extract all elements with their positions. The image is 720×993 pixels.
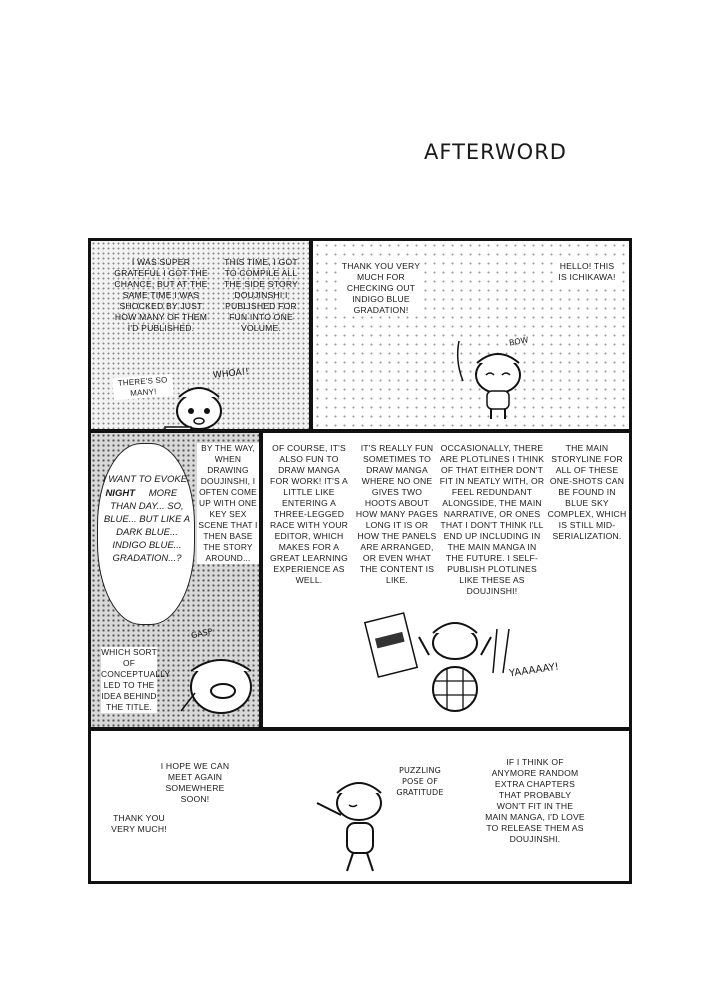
- gasping-character-icon: [175, 641, 262, 730]
- bowing-character-icon: [453, 331, 543, 421]
- caption-occasionally: OCCASIONALLY, THERE ARE PLOTLINES I THINK OF THAT EITHER DON'T FIT IN NEATLY WITH, OR FEEL REDUNDANT ALONGSIDE, THE MAIN NARRATIVE, OR ONES THAT I DON'T THINK I'LL END UP INCLUDING IN THE MAIN MANGA IN THE FUTURE. I SELF-PUBLISH PLOTLINES LIKE THESE AS DOUJINSHI!: [439, 443, 545, 596]
- chibi-character-icon: [161, 379, 241, 432]
- sfx-gasp: GASP: [190, 626, 214, 641]
- posing-character-icon: [311, 767, 401, 877]
- thought-line-blue: MORE THAN DAY... SO, BLUE... BUT LIKE A DARK BLUE... INDIGO BLUE... GRADATION...?: [103, 488, 191, 564]
- sfx-yaaaaay: YAAAAAY!: [508, 661, 560, 680]
- caption-of-course: OF COURSE, IT'S ALSO FUN TO DRAW MANGA FOR WORK! IT'S A LITTLE LIKE ENTERING A THREE-LEGGED RACE WITH YOUR EDITOR, WHICH MAKES FOR A GREAT LEARNING EXPERIENCE AS WELL.: [269, 443, 349, 585]
- thought-line-evoke: I WANT TO EVOKE: [102, 474, 188, 485]
- thought-line-night: NIGHT: [105, 488, 135, 499]
- caption-really-fun: IT'S REALLY FUN SOMETIMES TO DRAW MANGA WHERE NO ONE GIVES TWO HOOTS ABOUT HOW MANY PAGES LONG IT IS OR HOW THE PANELS ARE ARRANGED, OR EVEN WHAT THE CONTENT IS LIKE.: [355, 443, 439, 585]
- panel-intro-left: [88, 238, 312, 432]
- caption-which-sort: WHICH SORT OF CONCEPTUALLY LED TO THE IDEA BEHIND THE TITLE.: [101, 647, 171, 712]
- cheering-character-icon: [363, 609, 543, 719]
- sfx-whoa: WHOA!!: [212, 367, 250, 381]
- panel-intro-right: [310, 238, 632, 432]
- caption-thank-you-much: THANK YOU VERY MUCH!: [111, 813, 167, 834]
- sfx-bow: BOW: [508, 335, 530, 348]
- panel-farewell: [88, 728, 632, 884]
- speech-so-many: THERE'S SO MANY!: [112, 374, 173, 400]
- panel-title-idea: [88, 430, 262, 730]
- caption-main-storyline: THE MAIN STORYLINE FOR ALL OF THESE ONE-SHOTS CAN BE FOUND IN BLUE SKY COMPLEX, WHICH IS STILL MID-SERIALIZATION.: [547, 443, 627, 541]
- caption-by-the-way: BY THE WAY, WHEN DRAWING DOUJINSHI, I OFTEN COME UP WITH ONE KEY SEX SCENE THAT I THEN BASE THE STORY AROUND...: [198, 443, 258, 563]
- caption-puzzling-pose: PUZZLING POSE OF GRATITUDE: [396, 766, 444, 797]
- caption-thank-you: THANK YOU VERY MUCH FOR CHECKING OUT INDIGO BLUE GRADATION!: [339, 261, 423, 316]
- caption-grateful: I WAS SUPER GRATEFUL I GOT THE CHANCE, BUT AT THE SAME TIME I WAS SHOCKED BY JUST HOW MANY OF THEM I'D PUBLISHED.: [114, 257, 208, 333]
- caption-hope-meet: I HOPE WE CAN MEET AGAIN SOMEWHERE SOON!: [160, 761, 230, 804]
- caption-hello: HELLO! THIS IS ICHIKAWA!: [558, 261, 616, 282]
- page-title: AFTERWORD: [424, 140, 567, 164]
- caption-compile: THIS TIME, I GOT TO COMPILE ALL THE SIDE STORY DOUJINSHI I PUBLISHED FOR FUN INTO ONE VOLUME.: [223, 257, 299, 333]
- panel-doujinshi-thoughts: [260, 430, 632, 730]
- caption-if-i-think: IF I THINK OF ANYMORE RANDOM EXTRA CHAPTERS THAT PROBABLY WON'T FIT IN THE MAIN MANGA, I'D LOVE TO RELEASE THEM AS DOUJINSHI.: [485, 757, 585, 844]
